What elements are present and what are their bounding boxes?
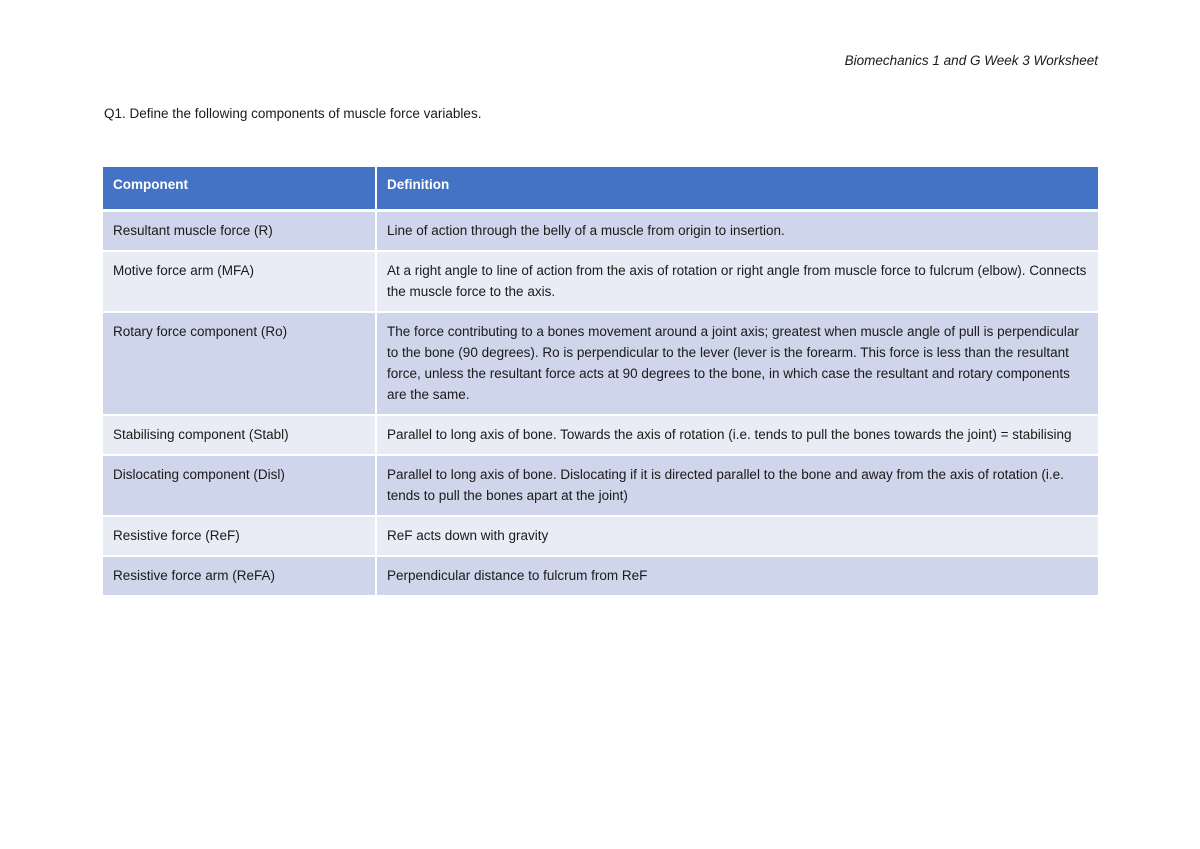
document-header: Biomechanics 1 and G Week 3 Worksheet [844,53,1098,68]
table-row [103,313,1098,416]
component-cell: Rotary force component (Ro) [103,313,375,416]
table-row [103,557,1098,597]
table-row [103,456,1098,517]
definition-cell: Parallel to long axis of bone. Towards the axis of rotation (i.e. tends to pull the bones towards the joint) = stabilising [375,416,1098,456]
table-header-row [103,167,1098,212]
definition-cell: Perpendicular distance to fulcrum from ReF [375,557,1098,597]
component-cell: Motive force arm (MFA) [103,252,375,313]
table-row [103,212,1098,252]
component-cell: Dislocating component (Disl) [103,456,375,517]
component-cell: Resultant muscle force (R) [103,212,375,252]
definition-cell: The force contributing to a bones movement around a joint axis; greatest when muscle angle of pull is perpendicular to the bone (90 degrees). Ro is perpendicular to the lever (lever is the forearm. This force is less than the resultant force, unless the resultant force acts at 90 degrees to the bone, in which case the resultant and rotary components are the same. [375,313,1098,416]
definition-cell: ReF acts down with gravity [375,517,1098,557]
table-row [103,416,1098,456]
definition-cell: At a right angle to line of action from the axis of rotation or right angle from muscle force to fulcrum (elbow). Connects the muscle force to the axis. [375,252,1098,313]
table-row [103,252,1098,313]
component-cell: Resistive force arm (ReFA) [103,557,375,597]
question-text: Q1. Define the following components of muscle force variables. [104,106,482,121]
table-row [103,517,1098,557]
column-header-component: Component [103,167,375,212]
definition-cell: Parallel to long axis of bone. Dislocating if it is directed parallel to the bone and away from the axis of rotation (i.e. tends to pull the bones apart at the joint) [375,456,1098,517]
column-header-definition: Definition [375,167,1098,212]
definitions-table [103,167,1098,597]
component-cell: Resistive force (ReF) [103,517,375,557]
component-cell: Stabilising component (Stabl) [103,416,375,456]
definitions-table-container [103,167,1098,597]
definition-cell: Line of action through the belly of a muscle from origin to insertion. [375,212,1098,252]
